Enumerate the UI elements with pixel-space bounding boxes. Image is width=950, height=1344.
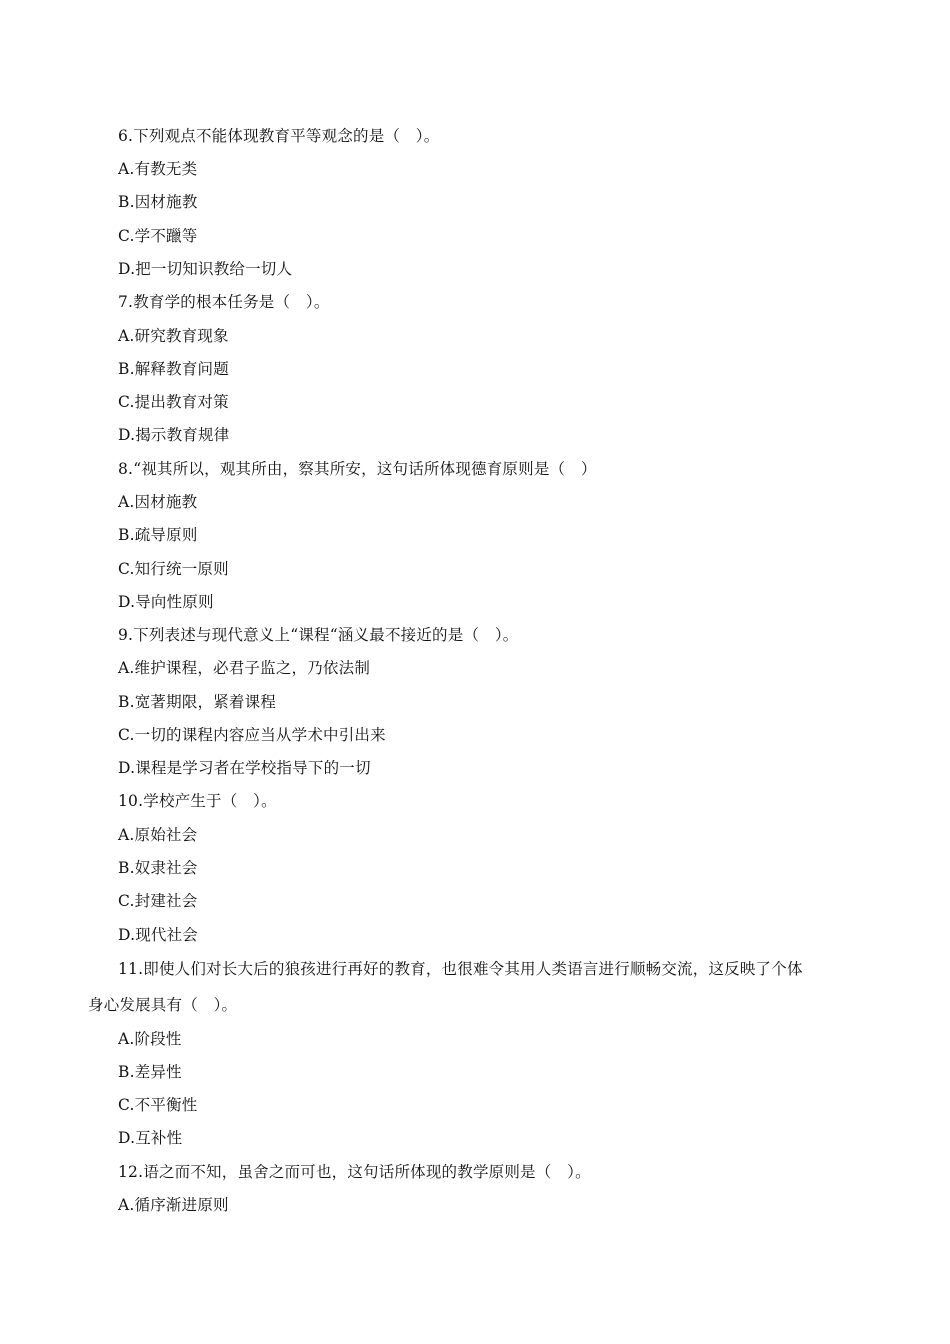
question-11-option-a: A.阶段性 xyxy=(118,1030,182,1048)
question-11-stem: 11.即使人们对长大后的狼孩进行再好的教育，也很难令其用人类语言进行顺畅交流，这反映了个体 xyxy=(118,960,803,978)
question-6-option-a: A.有教无类 xyxy=(118,160,198,178)
question-11-stem-continued: 身心发展具有（ ）。 xyxy=(88,996,238,1014)
question-10-stem: 10.学校产生于（ ）。 xyxy=(118,792,277,810)
question-8-option-d: D.导向性原则 xyxy=(118,593,214,611)
question-8-option-b: B.疏导原则 xyxy=(118,526,198,544)
question-7-option-b: B.解释教育问题 xyxy=(118,360,229,378)
question-10-option-b: B.奴隶社会 xyxy=(118,859,198,877)
question-7-stem: 7.教育学的根本任务是（ ）。 xyxy=(118,293,330,311)
question-10-option-a: A.原始社会 xyxy=(118,826,198,844)
question-10-option-d: D.现代社会 xyxy=(118,926,199,944)
question-9-option-b: B.宽著期限，紧着课程 xyxy=(118,693,277,711)
question-7-option-a: A.研究教育现象 xyxy=(118,327,229,345)
question-6-option-d: D.把一切知识教给一切人 xyxy=(118,260,293,278)
question-6-option-b: B.因材施教 xyxy=(118,193,198,211)
question-8-option-c: C.知行统一原则 xyxy=(118,560,229,578)
question-11-option-d: D.互补性 xyxy=(118,1129,183,1147)
question-9-stem: 9.下列表述与现代意义上“课程“涵义最不接近的是（ ）。 xyxy=(118,626,519,644)
question-9-option-a: A.维护课程，必君子监之，乃依法制 xyxy=(118,659,371,677)
question-12-option-a: A.循序渐进原则 xyxy=(118,1196,229,1214)
question-9-option-c: C.一切的课程内容应当从学术中引出来 xyxy=(118,726,386,744)
question-7-option-c: C.提出教育对策 xyxy=(118,393,229,411)
question-11-option-b: B.差异性 xyxy=(118,1063,182,1081)
question-6-option-c: C.学不躐等 xyxy=(118,227,198,245)
question-9-option-d: D.课程是学习者在学校指导下的一切 xyxy=(118,759,371,777)
question-7-option-d: D.揭示教育规律 xyxy=(118,426,230,444)
question-12-stem: 12.语之而不知，虽舍之而可也，这句话所体现的教学原则是（ ）。 xyxy=(118,1163,591,1181)
question-11-option-c: C.不平衡性 xyxy=(118,1096,198,1114)
question-8-option-a: A.因材施教 xyxy=(118,493,198,511)
question-10-option-c: C.封建社会 xyxy=(118,892,198,910)
question-8-stem: 8.“视其所以，观其所由，察其所安，这句话所体现德育原则是（ ） xyxy=(118,460,597,478)
question-6-stem: 6.下列观点不能体现教育平等观念的是（ ）。 xyxy=(118,127,440,145)
